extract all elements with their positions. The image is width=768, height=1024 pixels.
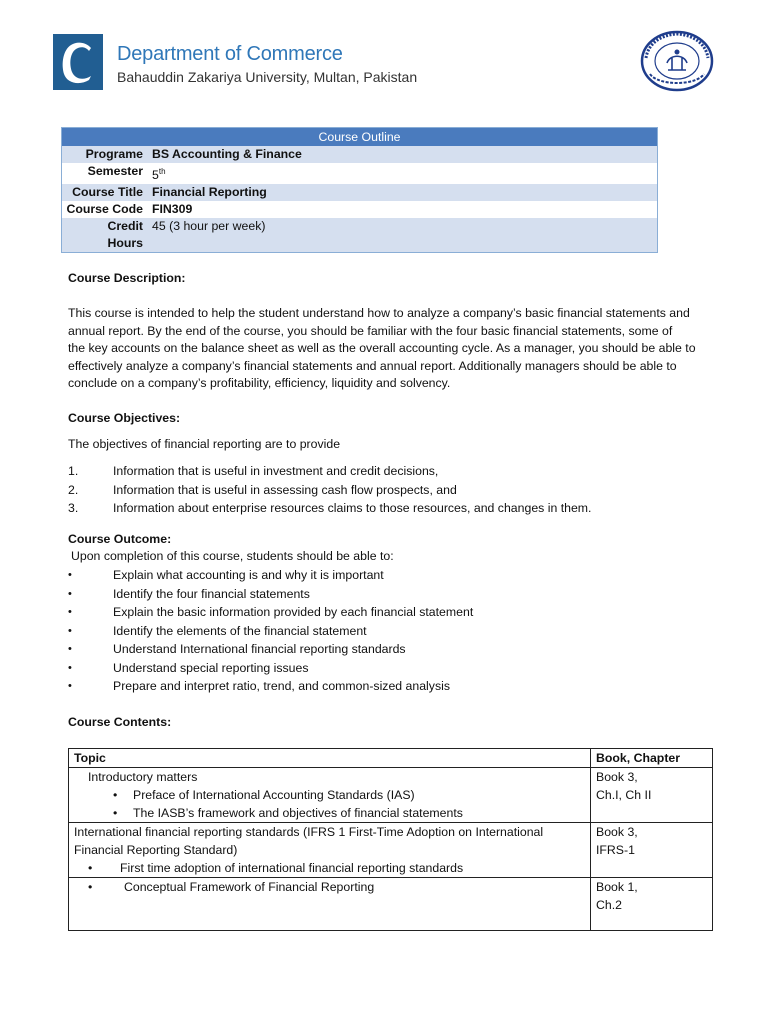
bullet-icon: • xyxy=(113,806,118,820)
outline-label: Programe xyxy=(62,146,153,163)
outline-label: Course Code xyxy=(66,202,143,217)
semester-number: 5 xyxy=(152,168,159,183)
bullet-icon: • xyxy=(113,788,118,802)
list-item xyxy=(68,566,728,585)
table-header-row xyxy=(69,749,713,768)
outline-value: 45 (3 hour per week) xyxy=(152,218,658,253)
course-outline-table xyxy=(61,127,658,253)
document-header xyxy=(0,0,768,110)
course-description-heading: Course Description: xyxy=(68,271,186,285)
bullet-icon: • xyxy=(88,861,93,875)
book-ref: Book 3, xyxy=(596,825,638,839)
list-item xyxy=(68,659,728,678)
book-cell xyxy=(591,878,713,931)
course-contents-table xyxy=(68,748,713,931)
item-text: Understand special reporting issues xyxy=(113,660,309,675)
description-line: This course is intended to help the student understand how to analyze a company’s basic financial statements and xyxy=(68,306,690,320)
item-text: Identify the elements of the financial statement xyxy=(113,623,367,638)
list-item xyxy=(68,603,728,622)
bullet-icon: • xyxy=(68,569,72,581)
outline-label-line: Credit xyxy=(107,219,143,234)
outline-value: Financial Reporting xyxy=(152,184,658,201)
table-row xyxy=(69,823,713,878)
topic-cell xyxy=(69,768,591,823)
item-text: Identify the four financial statements xyxy=(113,586,310,601)
bullet-icon: • xyxy=(88,880,93,894)
department-logo-icon xyxy=(53,34,103,90)
sub-item xyxy=(74,859,585,877)
department-name: Department of Commerce xyxy=(117,43,343,65)
item-text: Explain the basic information provided by each financial statement xyxy=(113,605,474,619)
table-row xyxy=(69,878,713,931)
course-outline-title: Course Outline xyxy=(62,128,658,147)
chapter-ref: Ch.I, Ch II xyxy=(596,788,652,802)
list-item xyxy=(68,481,728,500)
topic-cell xyxy=(69,823,591,878)
bullet-icon: • xyxy=(68,643,72,655)
outline-row-course-title xyxy=(62,184,658,201)
description-line: annual report. By the end of the course, you should be familiar with the four basic financial statements, some of xyxy=(68,323,673,338)
course-description-text xyxy=(68,305,718,393)
university-seal-icon xyxy=(640,30,714,92)
sub-item xyxy=(74,878,585,896)
list-item xyxy=(68,499,728,518)
bullet-icon: • xyxy=(68,680,72,692)
university-name: Bahauddin Zakariya University, Multan, Pakistan xyxy=(117,69,418,85)
bullet-icon: • xyxy=(68,606,72,618)
outline-row-credit-hours xyxy=(62,218,658,253)
description-line: the key accounts on the balance sheet as well as the overall accounting cycle. As a manager, you should be able to xyxy=(68,341,696,355)
sub-item-text: The IASB’s framework and objectives of financial statements xyxy=(133,806,463,820)
book-ref: Book 1, xyxy=(596,880,638,894)
topic-cell xyxy=(69,878,591,931)
outline-row-course-code xyxy=(62,201,658,218)
outline-value: FIN309 xyxy=(152,202,193,217)
table-row xyxy=(69,768,713,823)
list-item xyxy=(68,622,728,641)
item-text: Understand International financial reporting standards xyxy=(113,642,406,656)
sub-item-text: Preface of International Accounting Standards (IAS) xyxy=(133,788,415,802)
item-text: Information that is useful in investment and credit decisions, xyxy=(113,464,439,478)
list-item xyxy=(68,462,728,481)
topic-title: Financial Reporting Standard) xyxy=(74,843,238,857)
semester-suffix: th xyxy=(158,167,166,176)
outcome-list xyxy=(68,566,728,696)
column-header-book: Book, Chapter xyxy=(591,749,713,768)
topic-title: Introductory matters xyxy=(88,770,198,784)
list-item xyxy=(68,677,728,696)
outline-row-semester xyxy=(62,163,658,184)
description-line: effectively analyze a company’s financial statements and annual report. Additionally managers should be able to xyxy=(68,358,677,373)
item-number: 2. xyxy=(68,482,79,497)
book-cell xyxy=(591,768,713,823)
objectives-intro: The objectives of financial reporting are to provide xyxy=(68,437,341,451)
item-text: Information about enterprise resources claims to those resources, and changes in them. xyxy=(113,501,592,515)
chapter-ref: IFRS-1 xyxy=(596,843,635,857)
outcome-intro: Upon completion of this course, students should be able to: xyxy=(71,549,394,563)
outline-label: Course Title xyxy=(62,184,153,201)
item-text: Explain what accounting is and why it is important xyxy=(113,568,384,582)
topic-title: International financial reporting standards (IFRS 1 First-Time Adoption on International xyxy=(74,825,544,839)
sub-item xyxy=(74,786,585,804)
book-cell xyxy=(591,823,713,878)
item-number: 1. xyxy=(68,464,79,478)
sub-item-text: Conceptual Framework of Financial Reporting xyxy=(124,880,375,894)
bullet-icon: • xyxy=(68,661,72,674)
bullet-icon: • xyxy=(68,587,72,600)
chapter-ref: Ch.2 xyxy=(596,898,622,912)
item-text: Prepare and interpret ratio, trend, and common-sized analysis xyxy=(113,679,450,693)
objectives-list xyxy=(68,462,728,518)
list-item xyxy=(68,585,728,604)
book-ref: Book 3, xyxy=(596,770,638,784)
course-objectives-heading: Course Objectives: xyxy=(68,411,181,425)
column-header-topic: Topic xyxy=(69,749,591,768)
outline-value xyxy=(152,163,658,184)
outline-row-programe xyxy=(62,146,658,163)
outline-label-line: Hours xyxy=(107,236,143,251)
outline-label: Semester xyxy=(87,164,143,178)
bullet-icon: • xyxy=(68,624,72,637)
course-contents-heading: Course Contents: xyxy=(68,715,172,729)
course-outcome-heading: Course Outcome: xyxy=(68,532,172,546)
item-number: 3. xyxy=(68,501,79,515)
description-line: conclude on a company’s profitability, efficiency, liquidity and solvency. xyxy=(68,376,451,390)
sub-item-text: First time adoption of international financial reporting standards xyxy=(120,861,464,875)
outline-value: BS Accounting & Finance xyxy=(152,146,658,163)
item-text: Information that is useful in assessing cash flow prospects, and xyxy=(113,482,457,497)
outline-label xyxy=(62,218,153,253)
list-item xyxy=(68,640,728,659)
sub-item xyxy=(74,804,585,822)
